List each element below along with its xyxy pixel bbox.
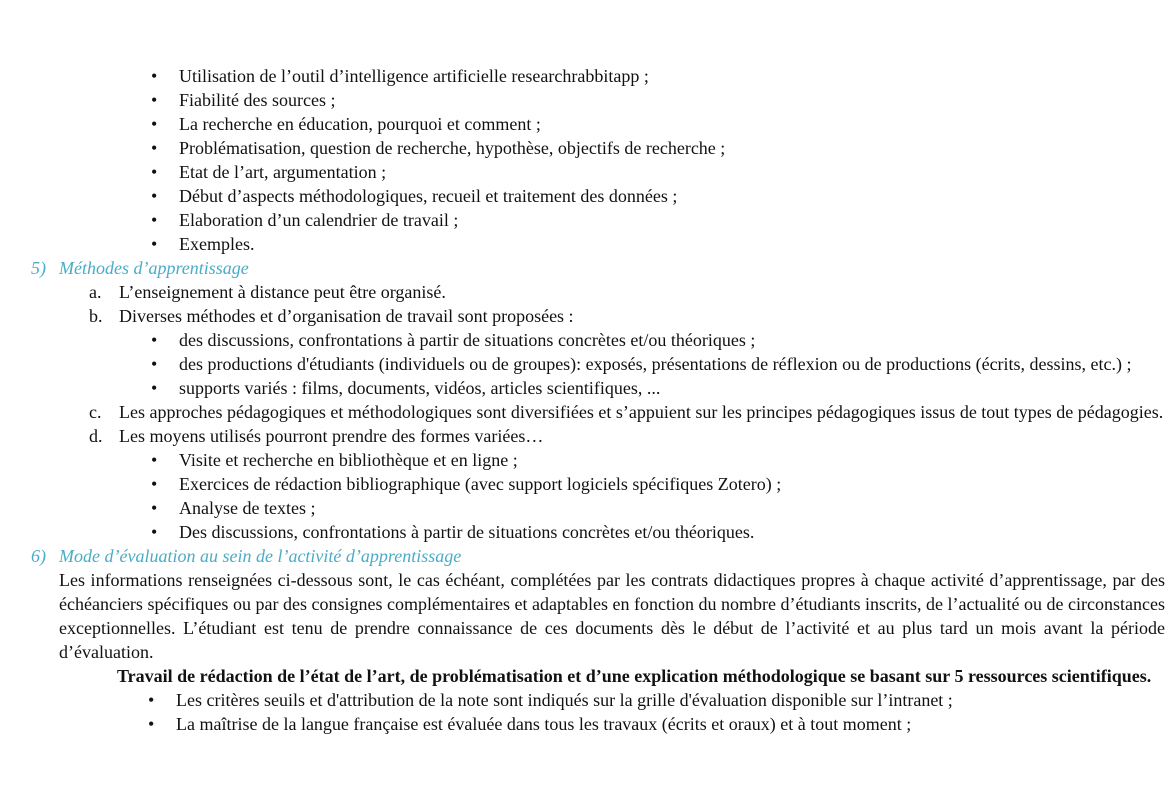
list-item: • Elaboration d’un calendrier de travail ;	[179, 208, 1175, 232]
item-text: L’enseignement à distance peut être organisé.	[119, 282, 446, 302]
item-d	[0, 424, 1175, 448]
list-item: • Analyse de textes ;	[179, 496, 1175, 520]
list-item: • supports variés : films, documents, vidéos, articles scientifiques, ...	[179, 376, 1175, 400]
item-text: Diverses méthodes et d’organisation de travail sont proposées :	[119, 306, 574, 326]
item-d-bullet-list	[0, 448, 1175, 544]
list-item: • des productions d'étudiants (individuels ou de groupes): exposés, présentations de réflexion ou de productions (écrits, dessins, etc.) ;	[179, 352, 1175, 376]
list-item: • Utilisation de l’outil d’intelligence artificielle researchrabbitapp ;	[179, 64, 1175, 88]
item-a	[0, 280, 1175, 304]
item-text: Les moyens utilisés pourront prendre des formes variées…	[119, 426, 544, 446]
item-letter: b.	[89, 306, 103, 326]
list-item: • La maîtrise de la langue française est évaluée dans tous les travaux (écrits et oraux) et à tout moment ;	[176, 712, 1175, 736]
top-bullet-list	[0, 64, 1175, 256]
evaluation-bold-heading: Travail de rédaction de l’état de l’art, de problématisation et d’une explication méthodologique se basant sur 5 ressources scientifiques.	[117, 666, 1152, 686]
item-letter: a.	[89, 282, 102, 302]
section-title: Mode d’évaluation au sein de l’activité d’apprentissage	[59, 546, 462, 566]
item-letter: c.	[89, 402, 102, 422]
list-item: • La recherche en éducation, pourquoi et comment ;	[179, 112, 1175, 136]
list-item: • Problématisation, question de recherche, hypothèse, objectifs de recherche ;	[179, 136, 1175, 160]
section-6-heading	[0, 544, 1175, 568]
item-text: Les approches pédagogiques et méthodologiques sont diversifiées et s’appuient sur les principes pédagogiques issus de tout types de pédagogies.	[119, 402, 1164, 422]
item-letter: d.	[89, 426, 103, 446]
section-5-heading	[0, 256, 1175, 280]
section-number: 5)	[31, 258, 46, 278]
list-item: • Exercices de rédaction bibliographique (avec support logiciels spécifiques Zotero) ;	[179, 472, 1175, 496]
item-c	[0, 400, 1175, 424]
evaluation-bullet-list	[0, 688, 1175, 736]
section-number: 6)	[31, 546, 46, 566]
list-item: • Début d’aspects méthodologiques, recueil et traitement des données ;	[179, 184, 1175, 208]
list-item: • Visite et recherche en bibliothèque et en ligne ;	[179, 448, 1175, 472]
document-page	[0, 64, 1175, 736]
item-b-bullet-list	[0, 328, 1175, 400]
list-item: • Exemples.	[179, 232, 1175, 256]
list-item: • des discussions, confrontations à partir de situations concrètes et/ou théoriques ;	[179, 328, 1175, 352]
section-title: Méthodes d’apprentissage	[59, 258, 249, 278]
item-b	[0, 304, 1175, 328]
list-item: • Etat de l’art, argumentation ;	[179, 160, 1175, 184]
list-item: • Des discussions, confrontations à partir de situations concrètes et/ou théoriques.	[179, 520, 1175, 544]
list-item: • Les critères seuils et d'attribution de la note sont indiqués sur la grille d'évaluation disponible sur l’intranet ;	[176, 688, 1175, 712]
evaluation-paragraph: Les informations renseignées ci-dessous sont, le cas échéant, complétées par les contrats didactiques propres à chaque activité d’apprentissage, par des échéanciers spécifiques ou par des consignes complémentaires et adaptables en fonction du nombre d’étudiants inscrits, de l’actualité ou de circonstances exceptionnelles. L’étudiant est tenu de prendre connaissance de ces documents dès le début de l’activité et au plus tard un mois avant la période d’évaluation.	[59, 570, 1165, 662]
list-item: • Fiabilité des sources ;	[179, 88, 1175, 112]
